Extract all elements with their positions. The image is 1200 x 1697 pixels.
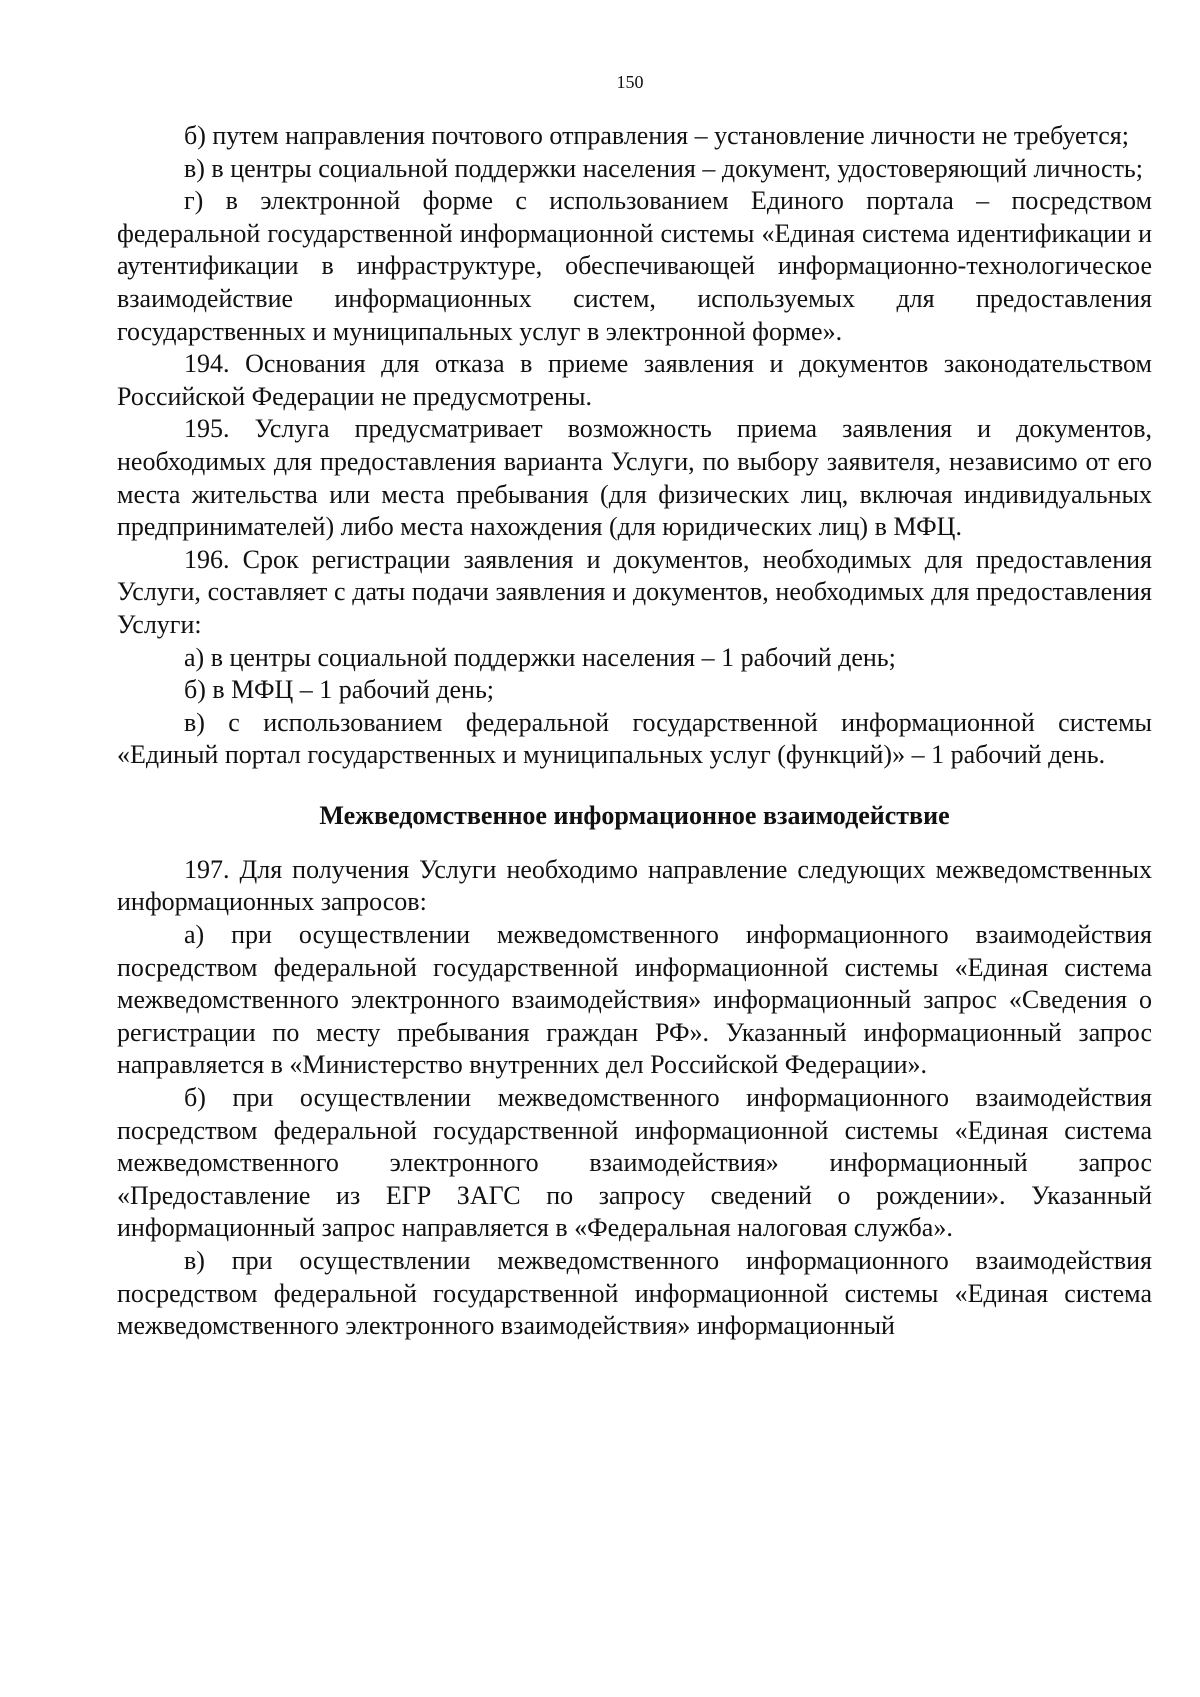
paragraph-195: 195. Услуга предусматривает возможность приема заявления и документов, необходимых для предоставления варианта Услуги, по выбору заявителя, независимо от его места жительства или места пребывания (для физических лиц, включая индивидуальных предпринимателей) либо места нахождения (для юридических лиц) в МФЦ.: [117, 414, 1152, 542]
paragraph-item-g-electronic: г) в электронной форме с использованием Единого портала – посредством федеральной государственной информационной системы «Единая система идентификации и аутентификации в инфраструктуре, обеспечивающей информационно-технологическое взаимодействие информационных систем, используемых для предоставления государственных и муниципальных услуг в электронной форме».: [117, 186, 1152, 346]
paragraph-196: 196. Срок регистрации заявления и документов, необходимых для предоставления Услуги, составляет с даты подачи заявления и документов, необходимых для предоставления Услуги:: [117, 544, 1152, 639]
paragraph-197: 197. Для получения Услуги необходимо направление следующих межведомственных информационных запросов:: [117, 854, 1152, 917]
section-heading: Межведомственное информационное взаимодействие: [319, 800, 950, 830]
paragraph-194: 194. Основания для отказа в приеме заявления и документов законодательством Российской Федерации не предусмотрены.: [117, 349, 1152, 411]
document-body: [117, 120, 1152, 1343]
paragraph-196-item-a: а) в центры социальной поддержки населения – 1 рабочий день;: [184, 642, 896, 672]
paragraph-197-item-b: б) при осуществлении межведомственного информационного взаимодействия посредством федеральной государственной информационной системы «Единая система межведомственного электронного взаимодействия» информационный запрос «Предоставление из ЕГР ЗАГС по запросу сведений о рождении». Указанный информационный запрос направляется в «Федеральная налоговая служба».: [117, 1083, 1152, 1243]
paragraph-item-b-postal: б) путем направления почтового отправления – установление личности не требуется;: [184, 121, 1129, 150]
paragraph-197-item-a: а) при осуществлении межведомственного информационного взаимодействия посредством федеральной государственной информационной системы «Единая система межведомственного электронного взаимодействия» информационный запрос «Сведения о регистрации по месту пребывания граждан РФ». Указанный информационный запрос направляется в «Министерство внутренних дел Российской Федерации».: [117, 920, 1152, 1080]
paragraph-196-item-v: в) с использованием федеральной государственной информационной системы «Единый портал государственных и муниципальных услуг (функций)» – 1 рабочий день.: [117, 707, 1152, 770]
paragraph-196-item-b: б) в МФЦ – 1 рабочий день;: [184, 675, 495, 705]
paragraph-197-item-v: в) при осуществлении межведомственного информационного взаимодействия посредством федеральной государственной информационной системы «Единая система межведомственного электронного взаимодействия» информационный: [117, 1246, 1152, 1341]
paragraph-item-v-social-centers: в) в центры социальной поддержки населения – документ, удостоверяющий личность;: [184, 153, 1144, 183]
page-number: 150: [616, 72, 644, 92]
